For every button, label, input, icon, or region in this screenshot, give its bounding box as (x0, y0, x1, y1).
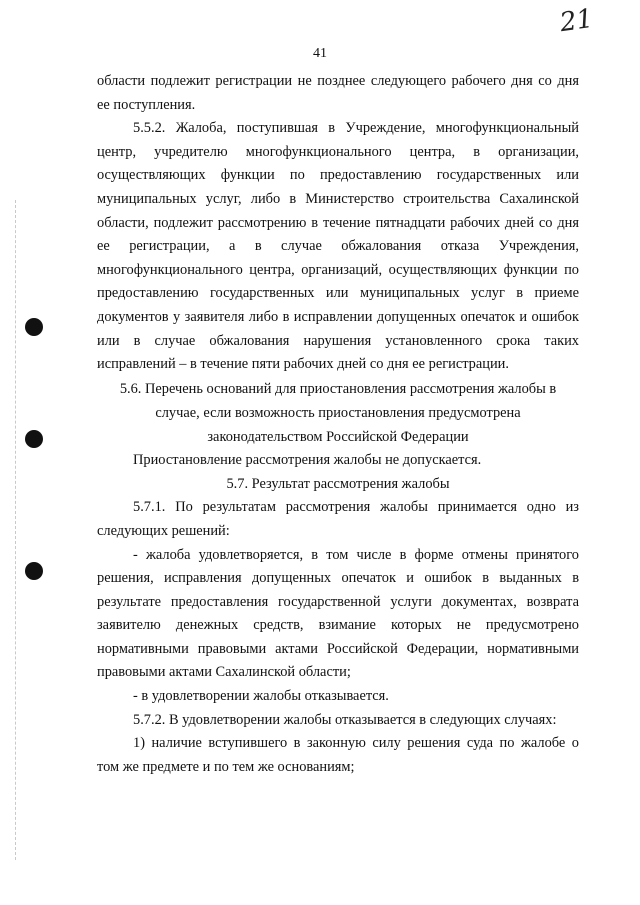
punch-hole (25, 562, 43, 580)
text-line: ее поступления. (97, 96, 196, 113)
binding-margin-line (15, 200, 17, 860)
punch-hole (25, 430, 43, 448)
text-line: муниципальных услуг, либо в Министерство строительства Сахалинской (97, 190, 579, 207)
text-line: области подлежит регистрации не позднее следующего рабочего дня со дня (97, 73, 579, 89)
text-line: заявителю денежных средств, взимание которых не предусмотрено (97, 617, 579, 634)
section-heading-5-6: 5.6. Перечень оснований для приостановления рассмотрения жалобы в (119, 380, 557, 397)
list-item-satisfied: - жалоба удовлетворяется, в том числе в форме отмены принятого (133, 546, 579, 563)
paragraph-suspension: Приостановление рассмотрения жалобы не допускается. (133, 451, 482, 468)
list-item-1: 1) наличие вступившего в законную силу решения суда по жалобе о (133, 735, 579, 752)
text-line: центр, учредителю многофункционального центра, в организации, (97, 143, 579, 160)
section-heading-line: законодательством Российской Федерации (207, 428, 469, 445)
text-line: нормативными правовыми актами Российской Федерации, нормативными (97, 640, 579, 657)
text-line: предоставлению государственных или муниципальных услуг в приеме (97, 285, 579, 302)
text-line: документов у заявителя либо в исправлении допущенных опечаток и ошибок (97, 308, 579, 325)
page-number: 41 (313, 46, 327, 61)
paragraph-5-7-1: 5.7.1. По результатам рассмотрения жалобы принимается одно из (133, 499, 579, 516)
text-line: следующих решений: (97, 522, 230, 539)
text-line: том же предмете и по тем же основаниям; (97, 758, 355, 775)
list-item-refused: - в удовлетворении жалобы отказывается. (133, 688, 389, 705)
handwritten-sheet-number: 21 (558, 3, 596, 39)
text-line: результате предоставления государственной услуги документах, возврата (97, 593, 579, 610)
punch-hole (25, 318, 43, 336)
text-line: исправлений – в течение пяти рабочих дней со дня ее регистрации. (97, 356, 509, 373)
section-heading-line: случае, если возможность приостановления предусмотрена (155, 404, 521, 421)
text-line: многофункционального центра, организаций, осуществляющих функции по (97, 261, 579, 278)
document-body (97, 70, 579, 779)
text-line: решения, исправления допущенных опечаток и ошибок в выданных в (97, 570, 579, 587)
text-line: осуществляющих функции по предоставлению государственных или (97, 167, 579, 184)
text-line: правовыми актами Сахалинской области; (97, 664, 351, 681)
section-heading-5-7: 5.7. Результат рассмотрения жалобы (226, 476, 450, 493)
paragraph-5-5-2: 5.5.2. Жалоба, поступившая в Учреждение, многофункциональный (133, 120, 579, 137)
text-line: ее регистрации, а в случае обжалования отказа Учреждения, (97, 238, 579, 255)
text-line: области, подлежит рассмотрению в течение пятнадцати рабочих дней со дня (97, 214, 579, 231)
text-line: или в случае обжалования нарушения установленного срока таких (97, 332, 579, 349)
paragraph-5-7-2: 5.7.2. В удовлетворении жалобы отказывается в следующих случаях: (133, 711, 557, 728)
